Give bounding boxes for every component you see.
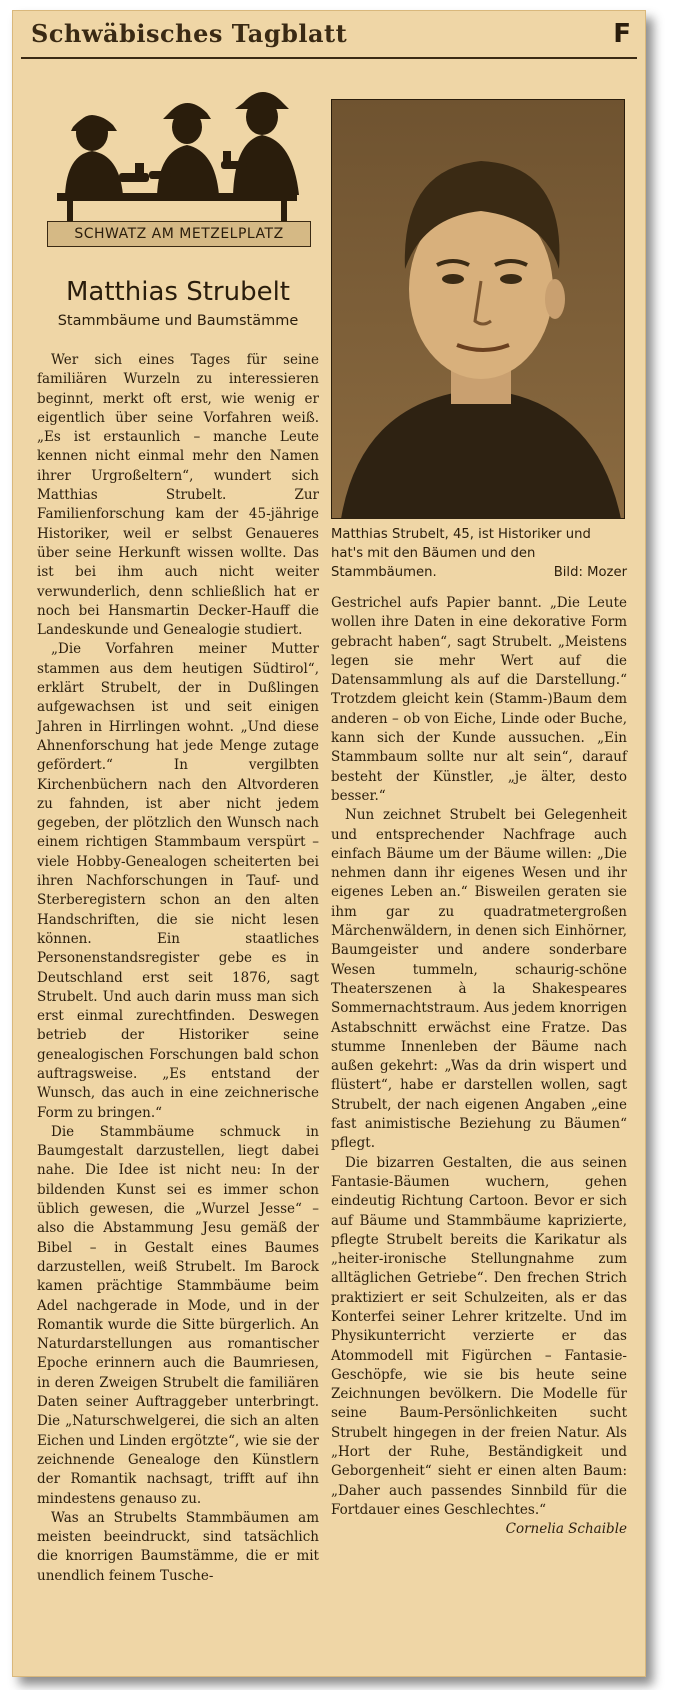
newspaper-clipping xyxy=(12,10,646,1677)
portrait-photo xyxy=(331,99,625,519)
left-article-text xyxy=(37,351,319,1586)
right-article-text xyxy=(331,594,627,1540)
paragraph: Gestrichel aufs Papier bannt. „Die Leute wollen ihre Daten in eine dekorative Form gebracht haben“, sagt Strubelt. „Meistens legen sie mehr Wert auf die Datensammlung als auf die Darstellung.“ Trotzdem gleicht kein (Stamm-)Baum dem anderen – ob von Eiche, Linde oder Buche, kann sich der Kunde aussuchen. „Ein Stammbaum sollte nur alt sein“, darauf besteht der Künstler, „je älter, desto besser.“ xyxy=(331,595,627,804)
paragraph: Nun zeichnet Strubelt bei Gelegenheit und entsprechender Nachfrage auch einfach Bäume um der Bäume willen: „Die nehmen dann ihr eigenes Wesen und ihr eigenes Leben an.“ Bisweilen geraten sie ihm gar zu quadratmetergroßen Märchenwäldern, in denen sich Einhörner, Baumgeister und andere sonderbare Wesen tummeln, schaurig-schöne Theaterszenen à la Shakespeares Sommernachtstraum. Aus jedem knorrigen Astabschnitt erwächst eine Fratze. Das stumme Innenleben der Bäume nach außen gekehrt: „Was da drin wispert und flüstert“, habe er darstellen wollen, sagt Strubelt, der nach eigenen Angaben „eine fast animistische Beziehung zu Bäumen“ pflegt. xyxy=(331,807,627,1152)
section-letter: F xyxy=(613,19,631,49)
masthead xyxy=(21,13,637,59)
paragraph: Wer sich eines Tages für seine familiären Wurzeln zu interessieren beginnt, merkt oft erst, wie wenig er eigentlich über seine Vorfahren weiß. „Es ist erstaunlich – manche Leute kennen nicht einmal mehr den Namen ihrer Urgroßeltern“, wundert sich Matthias Strubelt. Zur Familienforschung kam der 45-jährige Historiker, weil er selbst Genaueres über seine Herkunft wissen wollte. Das ist bei ihm auch nicht weiter verwunderlich, denn schließlich hat er noch bei Hansmartin Decker-Hauff die Landeskunde und Genealogie studiert. xyxy=(37,352,319,639)
paragraph: „Die Vorfahren meiner Mutter stammen aus dem heutigen Südtirol“, erklärt Strubelt, der in Dußlingen aufgewachsen ist und seit einigen Jahren in Hirrlingen wohnt. „Und diese Ahnenforschung hat jede Menge zutage gefördert.“ In vergilbten Kirchenbüchern nach den Altvorderen zu fahnden, ist aber nicht jedem gegeben, der plötzlich den Wunsch nach einem richtigen Stammbaum verspürt – viele Hobby-Genealogen scheiterten bei ihren Nachforschungen in Tauf- und Sterberegistern schon an den alten Handschriften, die sie nicht lesen können. Ein staatliches Personenstandsregister gebe es in Deutschland erst seit 1876, sagt Strubelt. Und auch darin muss man sich erst einmal zurechtfinden. Deswegen betrieb der Historiker seine genealogischen Forschungen bald schon auftragsweise. „Es entstand der Wunsch, das auch in eine zeichnerische Form zu bringen.“ xyxy=(37,641,319,1121)
column-logo xyxy=(37,75,317,255)
column-rubric: SCHWATZ AM METZELPLATZ xyxy=(47,221,311,247)
article-headline: Matthias Strubelt xyxy=(66,277,290,307)
paragraph: Die Stammbäume schmuck in Baumgestalt darzustellen, liegt dabei nahe. Die Idee ist nicht neu: In der bildenden Kunst sei es immer schon üblich gewesen, die „Wurzel Jesse“ – also die Abstammung Jesu gemäß der Bibel – in Gestalt eines Baumes darzustellen, weiß Strubelt. Im Barock kamen prächtige Stammbäume beim Adel nachgerade in Mode, und in der Romantik wurde die Sitte bürgerlich. An Naturdarstellungen aus romantischer Epoche erinnern auch die Baumriesen, in deren Zweigen Strubelt die familiären Daten seiner Auftraggeber unterbringt. Die „Naturschwelgerei, die sich an alten Eichen und Linden ergötzte“, wie sie der zeichnende Genealoge den Künstlern der Romantik nachsagt, trifft auf ihn mindestens genauso zu. xyxy=(37,1123,319,1507)
paragraph: Die bizarren Gestalten, die aus seinen Fantasie-Bäumen wuchern, gehen eindeutig Richtung Cartoon. Bevor er sich auf Bäume und Stammbäume kaprizierte, pflegte Strubelt bereits die Karikatur als „heiter-ironische Stellungnahme zum alltäglichen Getriebe“. Den frechen Strich praktiziert er seit Schulzeiten, als er das Konterfei seiner Lehrer kritzelte. Und im Physikunterricht verzierte er das Atommodell mit Figürchen – Fantasie-Geschöpfe, wie sie bis heute seine Zeichnungen bevölkern. Die Modelle für seine Baum-Persönlichkeiten sucht Strubelt hingegen in der freien Natur. Als „Hort der Ruhe, Beständigkeit und Geborgenheit“ sieht er einen alten Baum: „Daher auch passendes Sinnbild für die Fortdauer eines Geschlechtes.“ xyxy=(331,1154,627,1518)
photo-credit: Bild: Mozer xyxy=(553,565,627,580)
article-subhead: Stammbäume und Baumstämme xyxy=(57,313,299,329)
newspaper-title: Schwäbisches Tagblatt xyxy=(31,19,348,48)
portrait-image xyxy=(331,99,625,519)
author-byline: Cornelia Schaible xyxy=(505,1521,627,1538)
caption-text: Matthias Strubelt, 45, ist Historiker und hat's mit den Bäumen und den Stammbäumen. xyxy=(331,527,591,580)
paragraph: Was an Strubelts Stammbäumen am meisten beeindruckt, sind tatsächlich die knorrigen Baumstämme, die er mit unendlich feinem Tusche- xyxy=(37,1509,319,1584)
silhouette-figures-icon xyxy=(37,75,317,225)
photo-caption xyxy=(331,525,627,582)
left-column xyxy=(37,75,319,1586)
right-column xyxy=(331,99,627,1540)
